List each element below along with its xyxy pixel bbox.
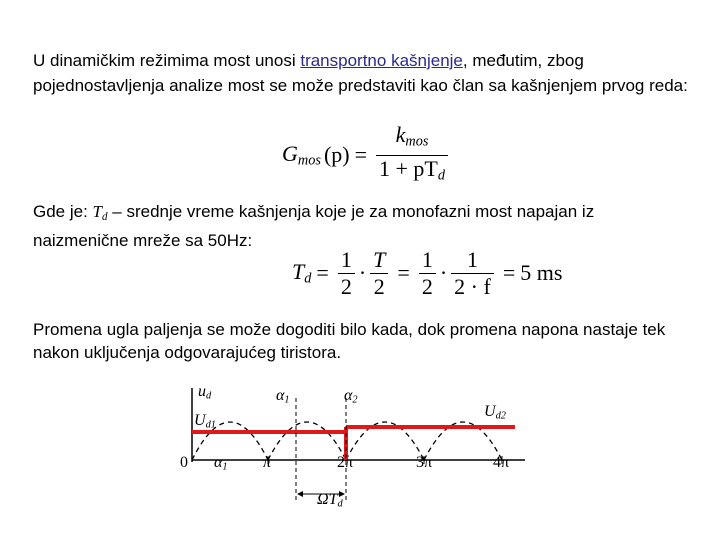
definition-paragraph: Gde je: $T_d$ – srednje vreme kašnjenja koje je za monofazni most napajan iz naizmenične mreže sa 50Hz: bbox=[33, 202, 595, 250]
arc-2 bbox=[268, 422, 346, 460]
origin-label: 0 bbox=[180, 454, 188, 471]
delay-label: $\Omega T_d$ bbox=[317, 491, 343, 510]
alpha1-axis-label: $\alpha_1$ bbox=[214, 454, 228, 473]
intro-text-before: U dinamičkim režimima most unosi bbox=[33, 51, 301, 70]
formula2-lhs: $T_d$ bbox=[292, 258, 312, 287]
fraction-4: $\frac{1}{2 \cdot f}$ bbox=[451, 247, 494, 300]
ud1-label: $U_{d1}$ bbox=[194, 412, 216, 431]
tick-4pi-label: 4π bbox=[493, 454, 510, 471]
alpha2-top-label: $\alpha_2$ bbox=[344, 387, 358, 406]
tick-pi-label: π bbox=[263, 454, 272, 471]
conclusion-paragraph: Promena ugla paljenja se može dogoditi bilo kada, dok promena napona nastaje tek nakon uključenja odgovarajućeg tiristora. bbox=[33, 320, 666, 362]
fraction-3: $\frac{1}{2}$ bbox=[419, 247, 436, 300]
intro-text-after: , međutim, zbog pojednostavljenja analize most se može predstaviti kao član sa kašnjenjem prvog reda: bbox=[33, 51, 688, 95]
y-axis-label: $u_d$ bbox=[198, 383, 212, 402]
transport-delay-link[interactable]: transportno kašnjenje bbox=[300, 51, 463, 70]
fraction-1: $\frac{1}{2}$ bbox=[338, 247, 355, 300]
td-symbol: $T_d$ bbox=[92, 202, 108, 223]
formula1-arg: (p) bbox=[323, 142, 350, 167]
intro-paragraph bbox=[33, 48, 693, 98]
tick-2pi-label: 2π bbox=[337, 454, 354, 471]
tick-3pi-label: 3π bbox=[416, 454, 433, 471]
fraction-2: $\frac{T}{2}$ bbox=[370, 247, 388, 300]
delay-time-formula: $T_d$ = $\frac{1}{2}$ · $\frac{T}{2}$ = $\frac{1}{2}$ · $\frac{1}{2 \cdot f}$ = 5 ms bbox=[292, 246, 563, 299]
transfer-function-formula bbox=[282, 122, 452, 188]
alpha1-top-label: $\alpha_1$ bbox=[276, 387, 290, 406]
formula2-result: 5 ms bbox=[520, 260, 563, 285]
equals-sign: = bbox=[354, 142, 368, 167]
voltage-waveform-diagram bbox=[0, 370, 720, 510]
formula1-fraction: $\frac{k_{mos}}{1 + pT_d}$ bbox=[376, 122, 448, 188]
ud2-label: $U_{d2}$ bbox=[484, 403, 506, 422]
formula1-lhs: $G_{mos}$ bbox=[282, 140, 321, 169]
